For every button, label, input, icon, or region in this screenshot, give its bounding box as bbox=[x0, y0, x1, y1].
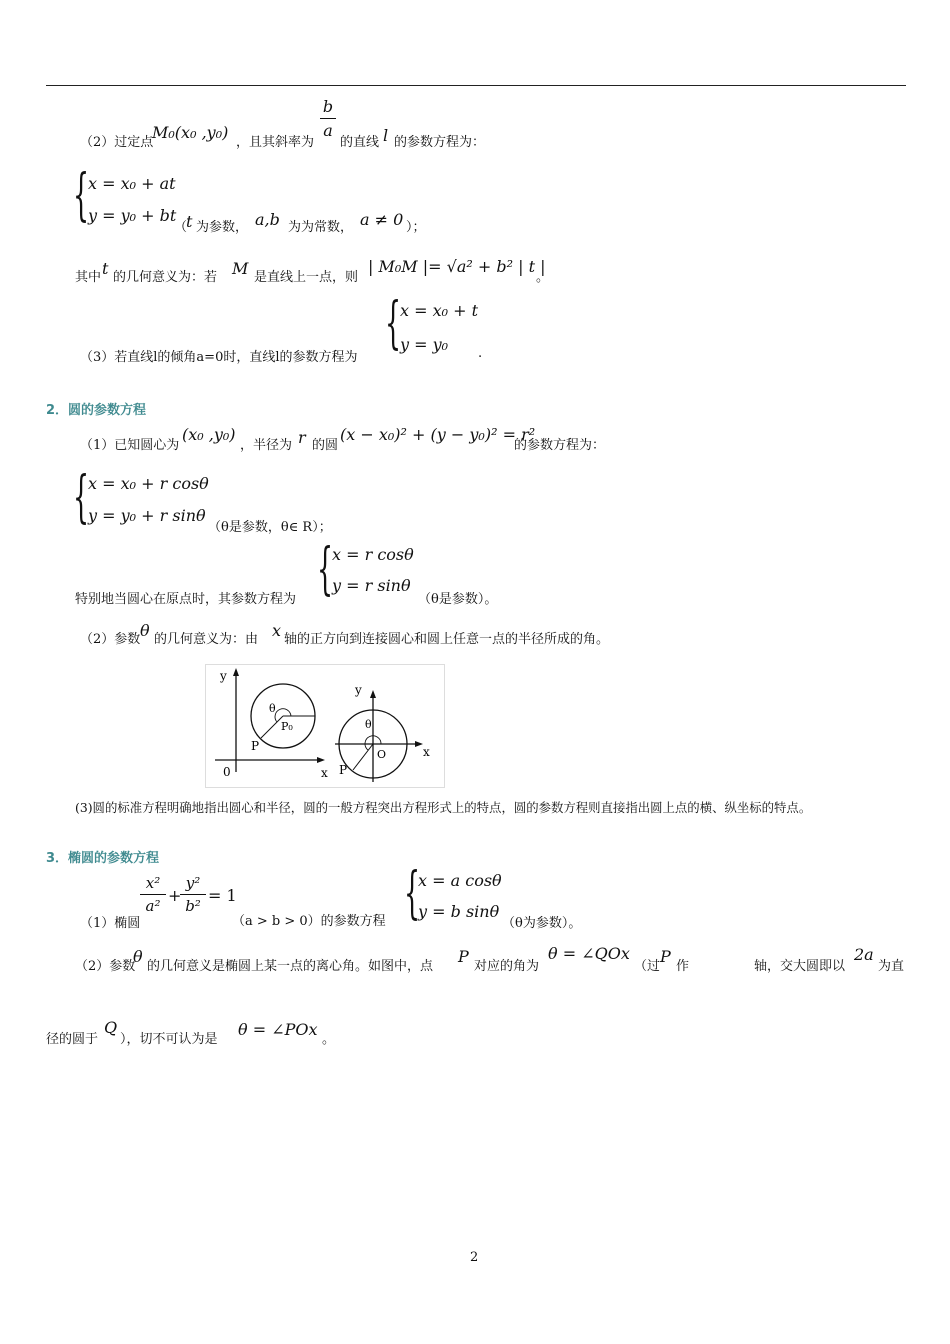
sys1-line2: y = y₀ + bt bbox=[88, 206, 177, 225]
label-p0: P₀ bbox=[281, 720, 293, 733]
circle-item2-a: （2）参数 bbox=[80, 632, 141, 647]
sys3-note: （θ是参数，θ∈ R）； bbox=[208, 520, 332, 535]
section2-heading: 2．圆的参数方程 bbox=[46, 403, 147, 418]
meaning-M: M bbox=[232, 259, 249, 278]
distance-formula: | M₀M |= √a² + b² | t | bbox=[368, 257, 546, 276]
label-p2: P bbox=[339, 763, 348, 777]
ellipse-item2-a: （2）参数 bbox=[75, 959, 136, 974]
brace: { bbox=[385, 291, 402, 356]
ellipse-item3-c: 。 bbox=[322, 1032, 336, 1047]
sys4-note: （θ是参数）。 bbox=[418, 592, 498, 607]
slope-text: ，且其斜率为 bbox=[236, 135, 315, 150]
ellipse-plus: + bbox=[168, 886, 182, 905]
brace: { bbox=[73, 465, 90, 530]
section3-heading: 3．椭圆的参数方程 bbox=[46, 851, 160, 866]
fraction-bar bbox=[140, 894, 166, 895]
sys1-note2: 为为常数， bbox=[288, 220, 354, 235]
label-p1: P bbox=[251, 739, 260, 753]
slope-numerator: b bbox=[322, 97, 334, 116]
ellipse-item2-P2: P bbox=[660, 947, 671, 966]
ellipse-angle-pox: θ = ∠POx bbox=[238, 1020, 318, 1039]
page-number: 2 bbox=[470, 1250, 479, 1265]
circle-item2-b: 的几何意义为：由 bbox=[154, 632, 259, 647]
frac-x-den: a² bbox=[145, 897, 161, 915]
circle-standard-eq: (x − x₀)² + (y − y₀)² = r² bbox=[340, 425, 536, 444]
sys1-t: t bbox=[186, 212, 193, 231]
sys4-line2: y = r sinθ bbox=[332, 576, 411, 595]
meaning-end: 。 bbox=[536, 270, 550, 285]
fraction-bar bbox=[180, 894, 206, 895]
ellipse-item2-c: 对应的角为 bbox=[474, 959, 540, 974]
label-origin2: O bbox=[377, 748, 387, 761]
sys2-line1: x = x₀ + t bbox=[400, 301, 479, 320]
circle-item1-a: （1）已知圆心为 bbox=[80, 438, 180, 453]
param-eq-text: 的参数方程为： bbox=[394, 135, 486, 150]
sys5-note: （θ为参数）。 bbox=[502, 916, 582, 931]
line-text: 的直线 bbox=[340, 135, 380, 150]
frac-y-den: b² bbox=[185, 897, 201, 915]
sys5-line1: x = a cosθ bbox=[418, 871, 502, 890]
sys1-a-neq-0: a ≠ 0 bbox=[360, 210, 404, 229]
sys1-note-open: （ bbox=[174, 220, 188, 235]
sys1-note3: ）； bbox=[406, 220, 426, 235]
sys4-line1: x = r cosθ bbox=[332, 545, 414, 564]
point-m0: M₀(x₀ ,y₀) bbox=[152, 123, 229, 142]
ellipse-item1-a: （1）椭圆 bbox=[80, 916, 141, 931]
sys1-note1: 为参数， bbox=[196, 220, 249, 235]
meaning-text-a: 其中 bbox=[75, 270, 102, 285]
slope-fraction bbox=[320, 97, 336, 140]
circle-item1-c: 的圆 bbox=[312, 438, 339, 453]
sys1-line1: x = x₀ + at bbox=[88, 174, 176, 193]
meaning-t: t bbox=[102, 259, 109, 278]
ellipse-item3-b: ），切不可认为是 bbox=[120, 1032, 218, 1047]
line-symbol: l bbox=[383, 126, 389, 145]
slope-denominator: a bbox=[323, 121, 333, 140]
origin-circle-text: 特别地当圆心在原点时，其参数方程为 bbox=[75, 592, 297, 607]
label-x1: x bbox=[321, 766, 328, 780]
label-theta2: θ bbox=[365, 718, 372, 731]
circle-item1-b: ，半径为 bbox=[240, 438, 293, 453]
brace: { bbox=[317, 537, 334, 602]
line-param-item3: （3）若直线l的倾角a=0时，直线l的参数方程为 bbox=[80, 350, 358, 365]
ellipse-condition: （a > b > 0）的参数方程 bbox=[232, 914, 386, 929]
circle-center: (x₀ ,y₀) bbox=[182, 425, 236, 444]
circle-item3: (3)圆的标准方程明确地指出圆心和半径，圆的一般方程突出方程形式上的特点，圆的参数方程则直接指出圆上点的横、纵坐标的特点。 bbox=[75, 800, 812, 815]
header-rule bbox=[46, 85, 906, 86]
circle-item2-theta: θ bbox=[140, 621, 150, 640]
ellipse-angle-qox: θ = ∠QOx bbox=[548, 944, 630, 963]
ellipse-eq-one: = 1 bbox=[208, 886, 237, 905]
frac-x-num: x² bbox=[145, 874, 161, 892]
ellipse-item2-P: P bbox=[458, 947, 469, 966]
sys3-line2: y = y₀ + r sinθ bbox=[88, 506, 206, 525]
line-param-item2-label: （2）过定点 bbox=[80, 135, 154, 150]
label-y1: y bbox=[220, 669, 227, 683]
ellipse-frac-y bbox=[180, 874, 206, 915]
sys1-ab: a,b bbox=[255, 210, 280, 229]
sys2-end: . bbox=[478, 346, 483, 361]
sys2-line2: y = y₀ bbox=[400, 335, 449, 354]
label-y2: y bbox=[355, 683, 362, 697]
ellipse-item2-b: 的几何意义是椭圆上某一点的离心角。如图中，点 bbox=[147, 959, 434, 974]
ellipse-frac-x bbox=[140, 874, 166, 915]
label-x2: x bbox=[423, 745, 430, 759]
circle-r: r bbox=[298, 428, 306, 447]
brace: { bbox=[73, 163, 90, 228]
circle-item1-d: 的参数方程为： bbox=[514, 438, 606, 453]
circle-item2-x: x bbox=[272, 621, 282, 640]
label-origin1: 0 bbox=[223, 765, 231, 779]
ellipse-item2-f: 轴，交大圆即以 bbox=[754, 959, 846, 974]
ellipse-item2-g: 为直 bbox=[878, 959, 905, 974]
ellipse-item3-a: 径的圆于 bbox=[46, 1032, 99, 1047]
meaning-text-b: 的几何意义为：若 bbox=[113, 270, 218, 285]
circle-item2-c: 轴的正方向到连接圆心和圆上任意一点的半径所成的角。 bbox=[284, 632, 610, 647]
ellipse-2a: 2a bbox=[854, 945, 874, 964]
sys3-line1: x = x₀ + r cosθ bbox=[88, 474, 209, 493]
frac-y-num: y² bbox=[185, 874, 201, 892]
circle-geometry-figure bbox=[205, 664, 445, 788]
label-theta1: θ bbox=[269, 702, 276, 715]
ellipse-item2-e: 作 bbox=[676, 959, 690, 974]
ellipse-item3-Q: Q bbox=[104, 1018, 118, 1037]
meaning-text-c: 是直线上一点，则 bbox=[254, 270, 359, 285]
fraction-bar bbox=[320, 118, 336, 119]
ellipse-item2-d: （过 bbox=[634, 959, 661, 974]
ellipse-item2-theta: θ bbox=[133, 947, 143, 966]
brace: { bbox=[404, 861, 421, 926]
sys5-line2: y = b sinθ bbox=[418, 902, 500, 921]
